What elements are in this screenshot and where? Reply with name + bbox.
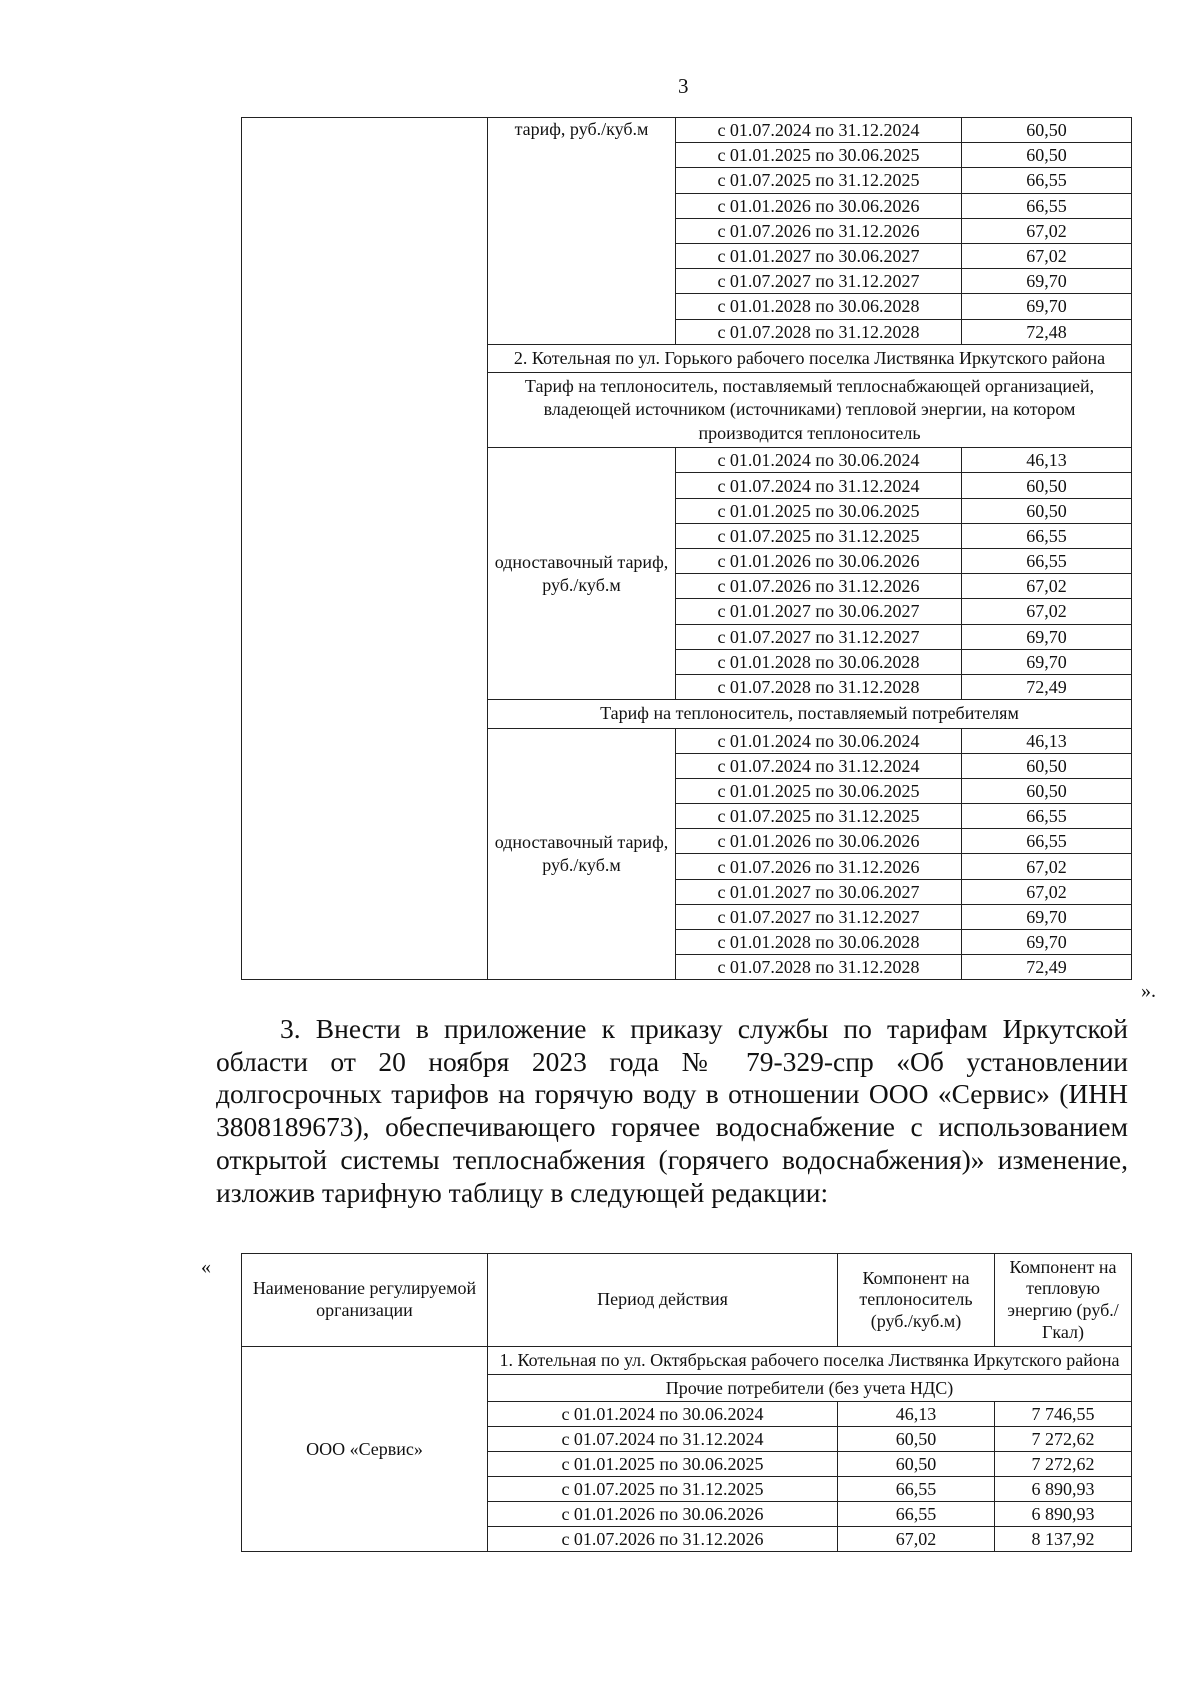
value-cell: 72,49 (962, 955, 1132, 980)
value-cell: 60,50 (962, 753, 1132, 778)
paragraph-3: 3. Внести в приложение к приказу службы по тарифам Иркутской области от 20 ноября 2023 года № 79-329-спр «Об установлении долгосрочных тарифов на горячую воду в отношении ООО «Сервис» (ИНН 3808189673), обеспечивающего горячее водоснабжение с использованием открытой системы теплоснабжения (горячего водоснабжения)» изменение, изложив тарифную таблицу в следующей редакции: (216, 1013, 1128, 1208)
value-cell: 66,55 (962, 523, 1132, 548)
period-cell: с 01.07.2026 по 31.12.2026 (488, 1527, 838, 1552)
period-cell: с 01.07.2026 по 31.12.2026 (676, 574, 962, 599)
opening-quote: « (201, 1256, 211, 1278)
energy-cell: 8 137,92 (995, 1527, 1132, 1552)
period-cell: с 01.07.2028 по 31.12.2028 (676, 319, 962, 344)
period-cell: с 01.01.2026 по 30.06.2026 (676, 193, 962, 218)
period-cell: с 01.07.2027 по 31.12.2027 (676, 269, 962, 294)
period-cell: с 01.01.2027 по 30.06.2027 (676, 243, 962, 268)
period-cell: с 01.07.2027 по 31.12.2027 (676, 904, 962, 929)
value-cell: 69,70 (962, 269, 1132, 294)
carrier-cell: 67,02 (838, 1527, 995, 1552)
period-cell: с 01.01.2027 по 30.06.2027 (676, 879, 962, 904)
tariff-table-continued (241, 117, 1132, 980)
period-cell: с 01.07.2025 по 31.12.2025 (676, 804, 962, 829)
header-org: Наименование регулируемой организации (242, 1254, 488, 1347)
period-cell: с 01.01.2024 по 30.06.2024 (676, 448, 962, 473)
value-cell: 60,50 (962, 118, 1132, 143)
carrier-cell: 46,13 (838, 1402, 995, 1427)
org-cell-empty (242, 118, 488, 980)
table-row (242, 118, 1132, 143)
value-cell: 69,70 (962, 294, 1132, 319)
period-cell: с 01.01.2028 по 30.06.2028 (676, 294, 962, 319)
period-cell: с 01.01.2025 по 30.06.2025 (676, 778, 962, 803)
value-cell: 66,55 (962, 804, 1132, 829)
header-energy: Компонент на тепловую энергию (руб./Гкал) (995, 1254, 1132, 1347)
carrier-cell: 66,55 (838, 1477, 995, 1502)
energy-cell: 6 890,93 (995, 1477, 1132, 1502)
period-cell: с 01.07.2025 по 31.12.2025 (488, 1477, 838, 1502)
value-cell: 69,70 (962, 904, 1132, 929)
period-cell: с 01.07.2024 по 31.12.2024 (676, 473, 962, 498)
tariff-consumers-title: Тариф на теплоноситель, поставляемый потребителям (488, 700, 1132, 728)
header-carrier: Компонент на теплоноситель (руб./куб.м) (838, 1254, 995, 1347)
hot-water-tariff-table (241, 1253, 1132, 1552)
value-cell: 60,50 (962, 473, 1132, 498)
value-cell: 60,50 (962, 143, 1132, 168)
period-cell: с 01.07.2024 по 31.12.2024 (676, 118, 962, 143)
period-cell: с 01.01.2025 по 30.06.2025 (676, 498, 962, 523)
value-cell: 69,70 (962, 930, 1132, 955)
energy-cell: 7 272,62 (995, 1452, 1132, 1477)
consumers-title: Прочие потребители (без учета НДС) (488, 1374, 1132, 1402)
value-cell: 67,02 (962, 574, 1132, 599)
value-cell: 60,50 (962, 498, 1132, 523)
header-period: Период действия (488, 1254, 838, 1347)
value-cell: 66,55 (962, 549, 1132, 574)
period-cell: с 01.07.2026 по 31.12.2026 (676, 854, 962, 879)
type-label-cell: одноставочный тариф, руб./куб.м (488, 728, 676, 980)
tariff-source-title: Тариф на теплоноситель, поставляемый теплоснабжающей организацией, владеющей источником (источниками) тепловой энергии, на котором производится теплоноситель (488, 373, 1132, 448)
table-header-row (242, 1254, 1132, 1347)
value-cell: 67,02 (962, 243, 1132, 268)
boiler1-title-row (242, 1347, 1132, 1375)
boiler2-title: 2. Котельная по ул. Горького рабочего поселка Листвянка Иркутского района (488, 344, 1132, 372)
boiler1-title: 1. Котельная по ул. Октябрьская рабочего поселка Листвянка Иркутского района (488, 1347, 1132, 1375)
period-cell: с 01.01.2026 по 30.06.2026 (676, 829, 962, 854)
period-cell: с 01.01.2028 по 30.06.2028 (676, 930, 962, 955)
period-cell: с 01.01.2024 по 30.06.2024 (488, 1402, 838, 1427)
value-cell: 69,70 (962, 624, 1132, 649)
value-cell: 72,48 (962, 319, 1132, 344)
value-cell: 72,49 (962, 674, 1132, 699)
period-cell: с 01.07.2027 по 31.12.2027 (676, 624, 962, 649)
value-cell: 46,13 (962, 728, 1132, 753)
period-cell: с 01.07.2028 по 31.12.2028 (676, 955, 962, 980)
value-cell: 67,02 (962, 854, 1132, 879)
period-cell: с 01.01.2026 по 30.06.2026 (676, 549, 962, 574)
carrier-cell: 66,55 (838, 1502, 995, 1527)
value-cell: 67,02 (962, 879, 1132, 904)
period-cell: с 01.01.2028 по 30.06.2028 (676, 649, 962, 674)
period-cell: с 01.07.2024 по 31.12.2024 (676, 753, 962, 778)
type-label-cell: одноставочный тариф, руб./куб.м (488, 448, 676, 700)
energy-cell: 6 890,93 (995, 1502, 1132, 1527)
value-cell: 66,55 (962, 193, 1132, 218)
value-cell: 66,55 (962, 168, 1132, 193)
period-cell: с 01.01.2025 по 30.06.2025 (676, 143, 962, 168)
period-cell: с 01.07.2025 по 31.12.2025 (676, 523, 962, 548)
period-cell: с 01.07.2024 по 31.12.2024 (488, 1427, 838, 1452)
closing-quote: ». (1141, 980, 1156, 1002)
type-label-cell: тариф, руб./куб.м (488, 118, 676, 345)
period-cell: с 01.07.2025 по 31.12.2025 (676, 168, 962, 193)
period-cell: с 01.01.2026 по 30.06.2026 (488, 1502, 838, 1527)
carrier-cell: 60,50 (838, 1427, 995, 1452)
period-cell: с 01.01.2025 по 30.06.2025 (488, 1452, 838, 1477)
period-cell: с 01.07.2026 по 31.12.2026 (676, 218, 962, 243)
carrier-cell: 60,50 (838, 1452, 995, 1477)
org-name: ООО «Сервис» (242, 1347, 488, 1552)
page-number: 3 (678, 74, 689, 98)
period-cell: с 01.07.2028 по 31.12.2028 (676, 674, 962, 699)
period-cell: с 01.01.2027 по 30.06.2027 (676, 599, 962, 624)
value-cell: 67,02 (962, 218, 1132, 243)
value-cell: 69,70 (962, 649, 1132, 674)
value-cell: 66,55 (962, 829, 1132, 854)
value-cell: 46,13 (962, 448, 1132, 473)
period-cell: с 01.01.2024 по 30.06.2024 (676, 728, 962, 753)
energy-cell: 7 272,62 (995, 1427, 1132, 1452)
value-cell: 67,02 (962, 599, 1132, 624)
energy-cell: 7 746,55 (995, 1402, 1132, 1427)
value-cell: 60,50 (962, 778, 1132, 803)
